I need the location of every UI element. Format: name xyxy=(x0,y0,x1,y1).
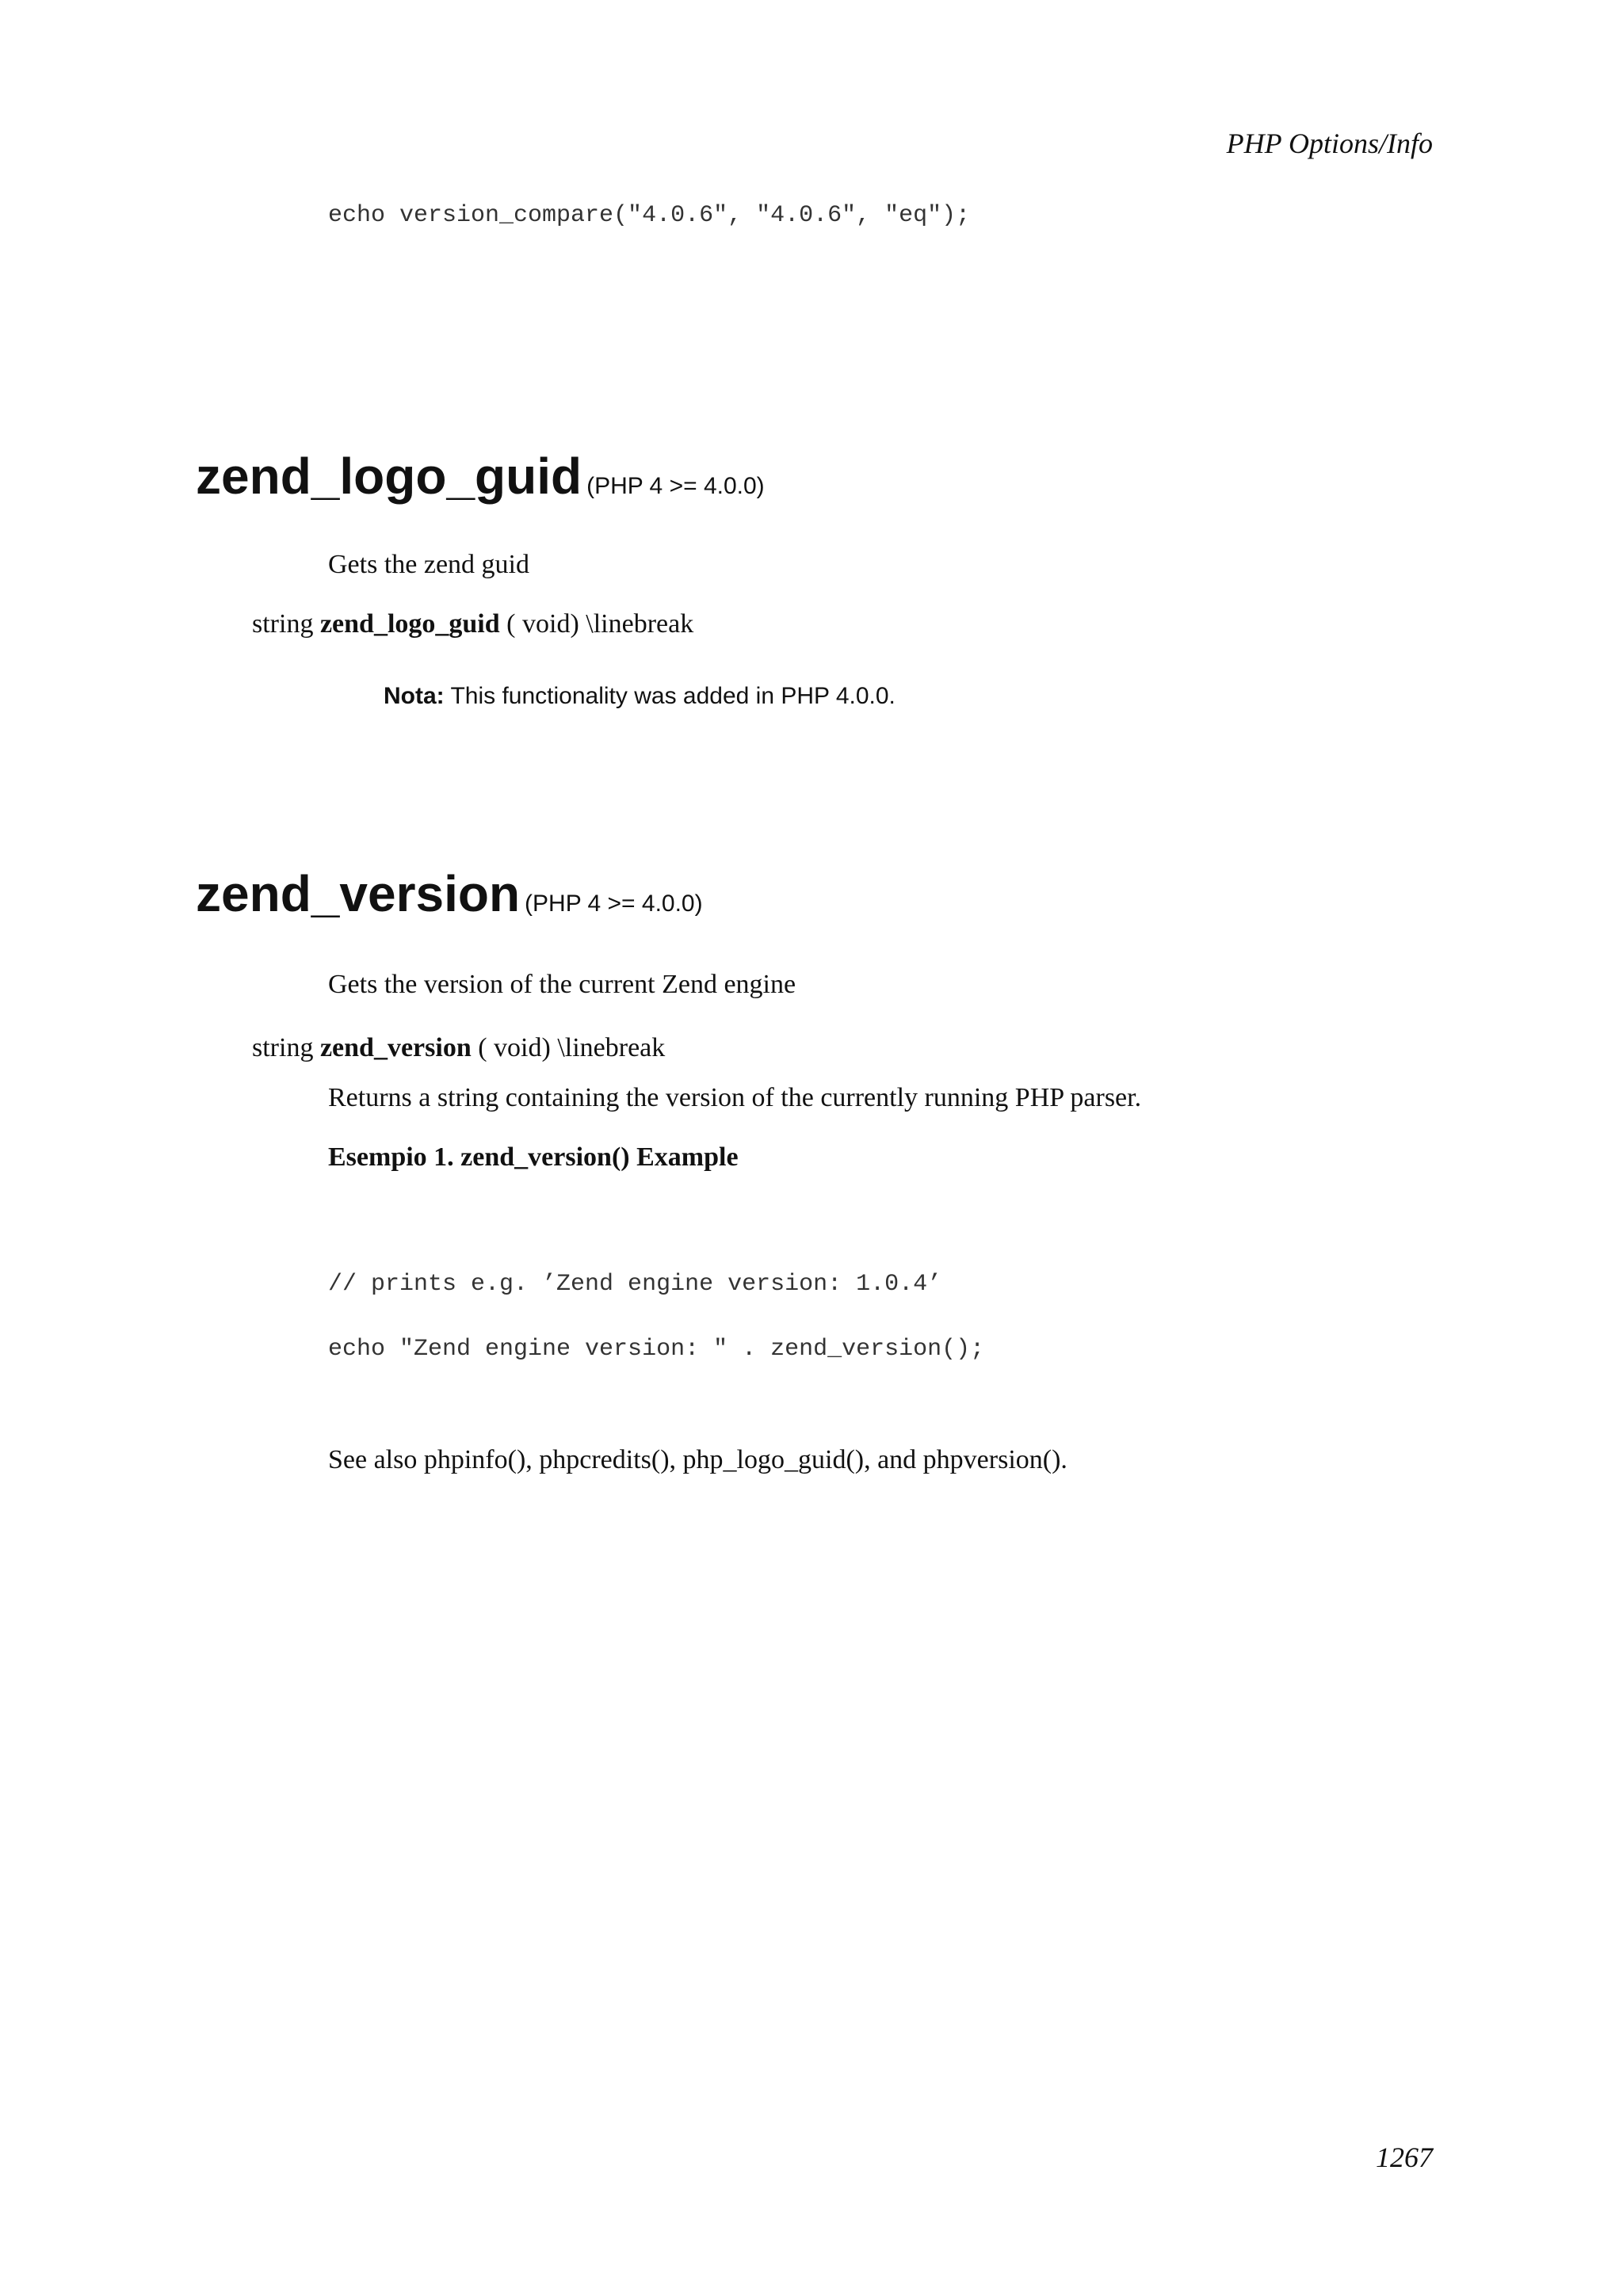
section-title-zend-version xyxy=(196,866,703,932)
summary-zend-logo-guid: Gets the zend guid xyxy=(328,550,529,579)
return-type: string xyxy=(252,609,314,639)
code-line: echo "Zend engine version: " . zend_version(); xyxy=(328,1336,985,1363)
function-name: zend_version xyxy=(319,1033,472,1062)
signature-zend-logo-guid xyxy=(252,608,693,641)
see-also: See also phpinfo(), phpcredits(), php_logo_guid(), and phpversion(). xyxy=(328,1445,1067,1474)
example-title: Esempio 1. zend_version() Example xyxy=(328,1142,739,1172)
function-name-heading: zend_logo_guid xyxy=(196,448,582,505)
page-number: 1267 xyxy=(1376,2142,1433,2173)
note-label: Nota: xyxy=(384,683,445,709)
note-text: This functionality was added in PHP 4.0.0. xyxy=(450,683,896,709)
code-block-zend-version xyxy=(328,1236,984,1398)
description-zend-version: Returns a string containing the version of the currently running PHP parser. xyxy=(328,1083,1142,1112)
version-label: (PHP 4 >= 4.0.0) xyxy=(525,891,703,917)
params: ( void) \linebreak xyxy=(478,1033,666,1062)
summary-zend-version: Gets the version of the current Zend engine xyxy=(328,970,796,999)
params: ( void) \linebreak xyxy=(506,609,694,639)
return-type: string xyxy=(252,1033,314,1062)
note-zend-logo-guid xyxy=(384,683,896,710)
code-line-version-compare: echo version_compare("4.0.6", "4.0.6", "eq"); xyxy=(328,202,971,229)
function-name: zend_logo_guid xyxy=(319,609,500,639)
function-name-heading: zend_version xyxy=(196,865,521,922)
section-title-zend-logo-guid xyxy=(196,448,765,514)
running-header: PHP Options/Info xyxy=(1226,128,1433,159)
version-label: (PHP 4 >= 4.0.0) xyxy=(586,473,765,499)
code-line: // prints e.g. ’Zend engine version: 1.0.4’ xyxy=(328,1271,942,1298)
signature-zend-version xyxy=(252,1032,665,1065)
